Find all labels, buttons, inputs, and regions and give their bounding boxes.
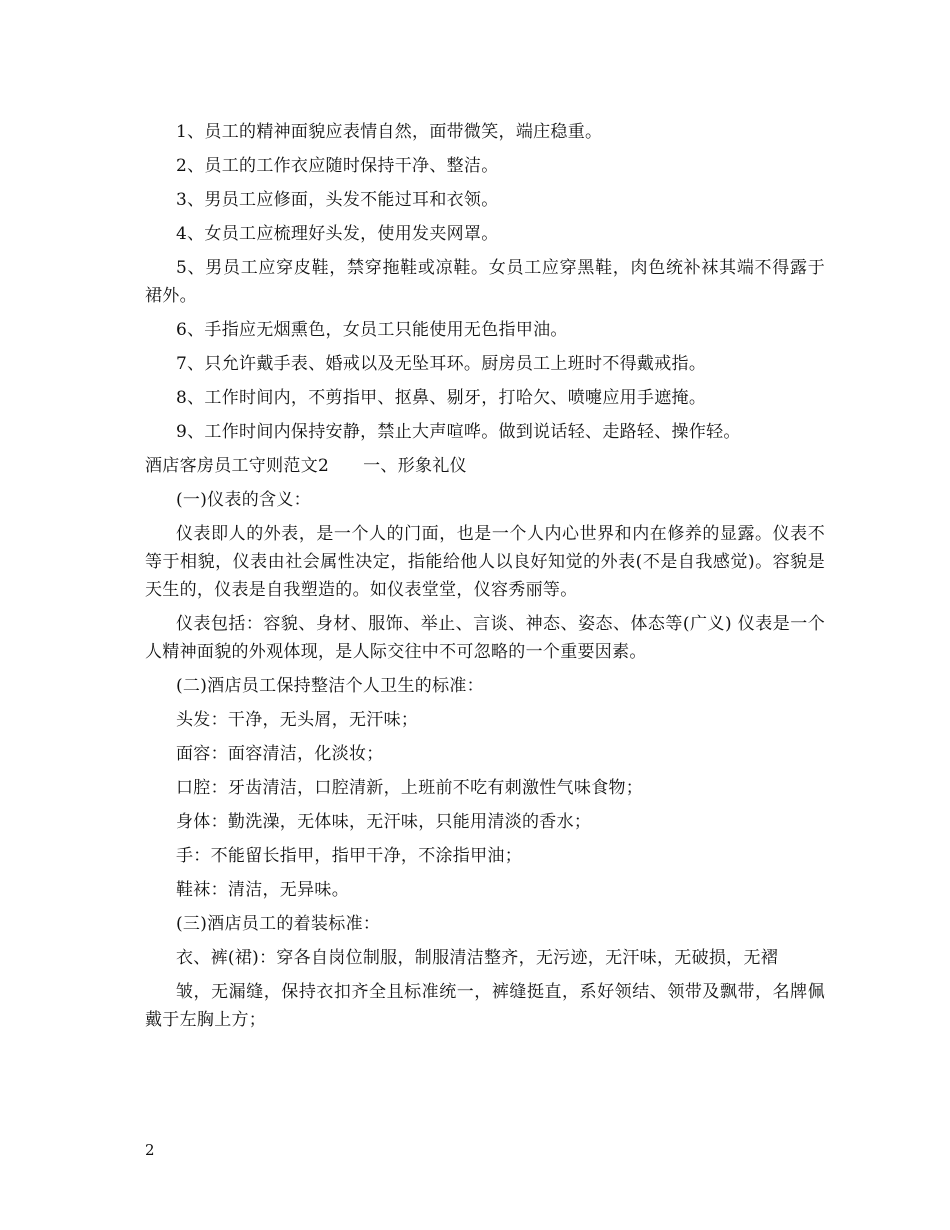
paragraph: 9、工作时间内保持安静，禁止大声喧哗。做到说话轻、走路轻、操作轻。 (176, 422, 741, 442)
paragraph: (一)仪表的含义： (176, 490, 311, 510)
paragraph: 4、女员工应梳理好头发，使用发夹网罩。 (176, 224, 499, 244)
etiquette-section (145, 486, 825, 1040)
page-number: 2 (145, 1141, 155, 1159)
paragraph: 仪表即人的外表，是一个人的门面，也是一个人内心世界和内在修养的显露。仪表不等于相貌，仪表由社会属性决定，指能给他人以良好知觉的外表(不是自我感觉)。容貌是天生的，仪表是自我塑造的。如仪表堂堂，仪容秀丽等。 (145, 524, 825, 600)
paragraph: (三)酒店员工的着装标准： (176, 914, 381, 934)
document-title: 酒店客房员工守则范文2 (145, 456, 330, 476)
section-title: 一、形象礼仪 (363, 456, 467, 476)
paragraph: 5、男员工应穿皮鞋，禁穿拖鞋或凉鞋。女员工应穿黑鞋，肉色统补袜其端不得露于裙外。 (145, 258, 825, 306)
paragraph: 身体：勤洗澡，无体味，无汗味，只能用清淡的香水； (176, 812, 592, 832)
paragraph: 7、只允许戴手表、婚戒以及无坠耳环。厨房员工上班时不得戴戒指。 (176, 354, 707, 374)
paragraph: 仪表包括：容貌、身材、服饰、举止、言谈、神态、姿态、体态等(广义) 仪表是一个人精神面貌的外观体现，是人际交往中不可忽略的一个重要因素。 (145, 614, 825, 662)
section-heading (145, 452, 825, 486)
rules-list (145, 118, 825, 452)
paragraph: 口腔：牙齿清洁，口腔清新，上班前不吃有刺激性气味食物； (176, 778, 644, 798)
paragraph: 皱，无漏缝，保持衣扣齐全且标准统一，裤缝挺直，系好领结、领带及飘带，名牌佩戴于左胸上方； (145, 982, 825, 1030)
paragraph: 衣、裤(裙)：穿各自岗位制服，制服清洁整齐，无污迹，无汗味，无破损，无褶 (176, 948, 779, 968)
paragraph: 1、员工的精神面貌应表情自然，面带微笑，端庄稳重。 (176, 122, 603, 142)
paragraph: 鞋袜：清洁，无异味。 (176, 880, 349, 900)
paragraph: (二)酒店员工保持整洁个人卫生的标准： (176, 676, 484, 696)
paragraph: 头发：干净，无头屑，无汗味； (176, 710, 419, 730)
document-body (145, 118, 825, 1040)
paragraph: 8、工作时间内，不剪指甲、抠鼻、剔牙，打哈欠、喷嚏应用手遮掩。 (176, 388, 707, 408)
paragraph: 2、员工的工作衣应随时保持干净、整洁。 (176, 156, 499, 176)
paragraph: 手：不能留长指甲，指甲干净，不涂指甲油； (176, 846, 522, 866)
paragraph: 面容：面容清洁，化淡妆； (176, 744, 384, 764)
paragraph: 3、男员工应修面，头发不能过耳和衣领。 (176, 190, 499, 210)
paragraph: 6、手指应无烟熏色，女员工只能使用无色指甲油。 (176, 320, 568, 340)
